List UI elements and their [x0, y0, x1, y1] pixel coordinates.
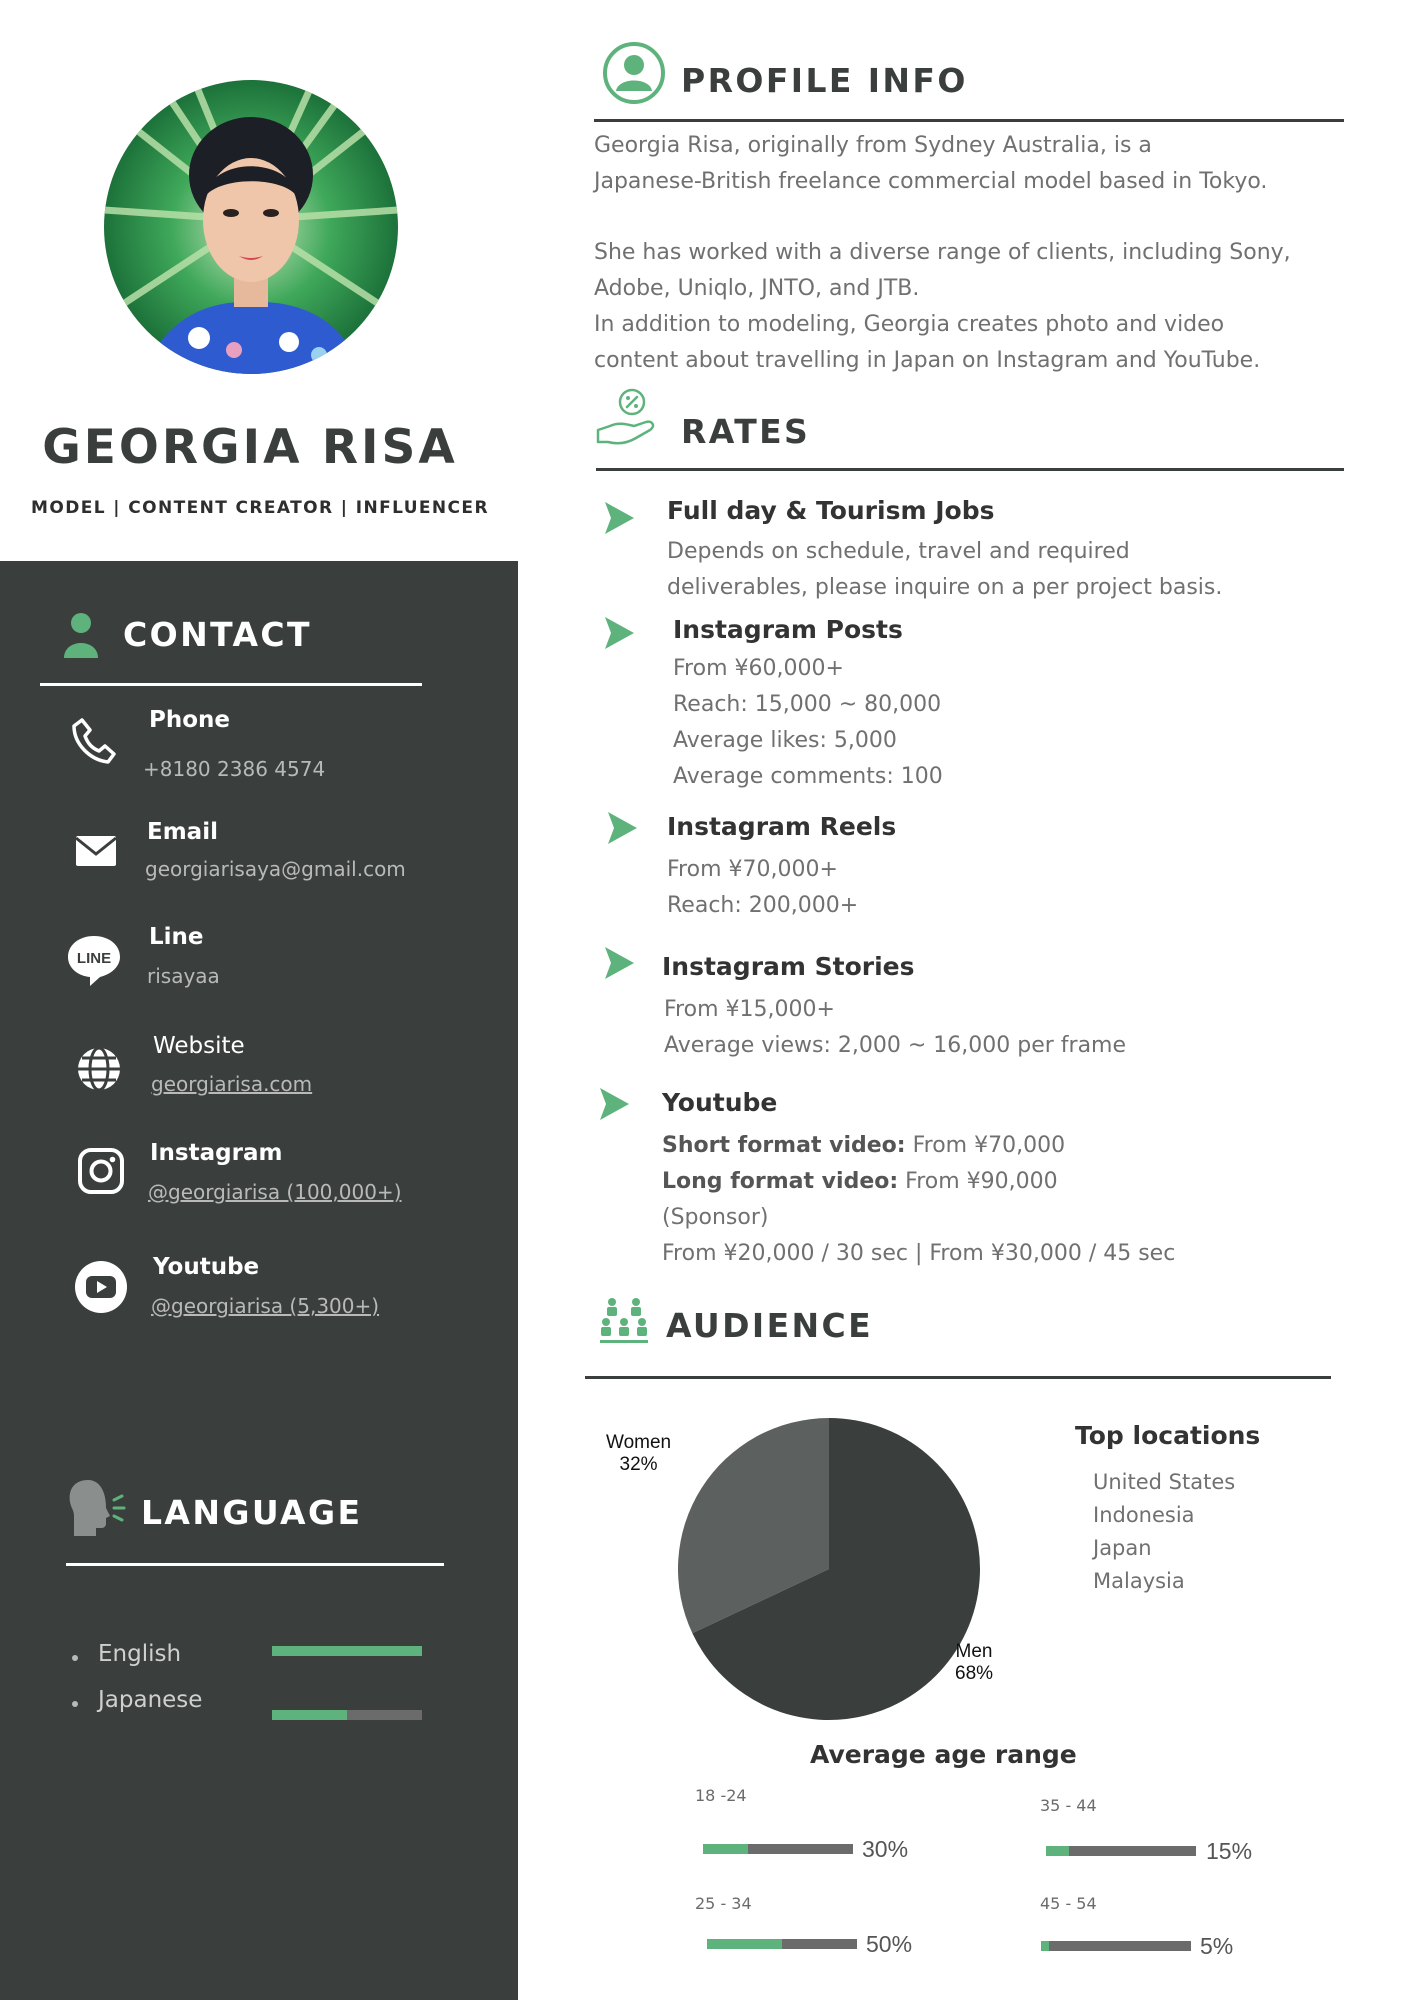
- location-item: Malaysia: [1093, 1569, 1185, 1593]
- youtube-icon: [73, 1259, 125, 1311]
- contact-email-label: Email: [147, 819, 218, 845]
- contact-youtube-label: Youtube: [153, 1254, 260, 1280]
- age-percent: 50%: [866, 1931, 913, 1957]
- age-bar-45-54: [1041, 1941, 1191, 1951]
- contact-instagram-link[interactable]: @georgiarisa (100,000+): [148, 1180, 402, 1204]
- arrow-icon: [603, 501, 635, 535]
- arrow-icon: [598, 1087, 630, 1121]
- age-bar-fill: [1046, 1846, 1069, 1856]
- profile-info-line: Adobe, Uniqlo, JNTO, and JTB.: [594, 276, 920, 301]
- contact-phone-value[interactable]: +8180 2386 4574: [143, 757, 326, 781]
- phone-icon: [68, 714, 120, 766]
- bullet-dot: [72, 1655, 78, 1661]
- language-japanese-bar: [272, 1710, 422, 1720]
- contact-divider: [40, 683, 422, 686]
- rate-detail: From ¥70,000+: [667, 857, 838, 882]
- rate-detail: (Sponsor): [662, 1205, 769, 1230]
- language-english-label: English: [98, 1641, 182, 1667]
- rate-title: Instagram Stories: [662, 952, 915, 981]
- contact-website-link[interactable]: georgiarisa.com: [151, 1072, 313, 1096]
- age-range-label: 25 - 34: [695, 1894, 752, 1913]
- profile-tagline: MODEL | CONTENT CREATOR | INFLUENCER: [31, 498, 489, 518]
- rate-detail: deliverables, please inquire on a per project basis.: [667, 575, 1223, 600]
- age-bar-fill: [1041, 1941, 1049, 1951]
- rates-divider: [596, 468, 1344, 471]
- location-item: Japan: [1093, 1536, 1152, 1560]
- age-bar-fill: [703, 1844, 748, 1854]
- language-japanese-label: Japanese: [98, 1687, 203, 1713]
- rate-detail: From ¥15,000+: [664, 997, 835, 1022]
- rate-title: Instagram Reels: [667, 812, 897, 841]
- contact-line-label: Line: [149, 924, 204, 950]
- person-icon: [64, 612, 98, 658]
- profile-icon: [602, 41, 666, 105]
- location-item: Indonesia: [1093, 1503, 1195, 1527]
- pie-label-men-pct: 68%: [955, 1663, 994, 1684]
- speaking-head-icon: [66, 1478, 128, 1538]
- pie-label-women: [606, 1432, 671, 1476]
- rate-detail: Average views: 2,000 ~ 16,000 per frame: [664, 1033, 1127, 1058]
- arrow-icon: [603, 616, 635, 650]
- language-english-bar: [272, 1646, 422, 1656]
- contact-youtube-link[interactable]: @georgiarisa (5,300+): [151, 1294, 380, 1318]
- age-percent: 15%: [1206, 1838, 1253, 1864]
- profile-info-line: She has worked with a diverse range of clients, including Sony,: [594, 240, 1291, 265]
- pie-label-women-name: Women: [606, 1432, 672, 1453]
- age-percent: 30%: [862, 1836, 909, 1862]
- age-bar-25-34: [707, 1939, 857, 1949]
- age-bar-35-44: [1046, 1846, 1196, 1856]
- age-bar-fill: [707, 1939, 782, 1949]
- rate-detail: Average likes: 5,000: [673, 728, 897, 753]
- rate-title: Full day & Tourism Jobs: [667, 496, 995, 525]
- rates-heading: RATES: [681, 412, 811, 451]
- profile-info-line: content about travelling in Japan on Instagram and YouTube.: [594, 348, 1261, 373]
- age-range-label: 18 -24: [695, 1786, 747, 1805]
- age-range-label: 35 - 44: [1040, 1796, 1097, 1815]
- profile-photo: [104, 80, 398, 374]
- rate-title: Instagram Posts: [673, 615, 903, 644]
- contact-line-value[interactable]: risayaa: [147, 964, 220, 988]
- profile-name: GEORGIA RISA: [42, 420, 458, 475]
- contact-heading: CONTACT: [123, 615, 312, 654]
- short-format-label: Short format video:: [662, 1133, 906, 1158]
- rate-detail: Reach: 15,000 ~ 80,000: [673, 692, 942, 717]
- age-range-label: 45 - 54: [1040, 1894, 1097, 1913]
- pie-label-women-pct: 32%: [619, 1454, 658, 1475]
- rate-detail: Depends on schedule, travel and required: [667, 539, 1130, 564]
- bullet-dot: [72, 1701, 78, 1707]
- profile-info-divider: [594, 119, 1344, 122]
- contact-phone-label: Phone: [149, 707, 231, 733]
- hand-percent-icon: [596, 386, 666, 448]
- audience-divider: [585, 1376, 1331, 1379]
- audience-heading: AUDIENCE: [666, 1306, 874, 1345]
- rate-detail: From ¥20,000 / 30 sec | From ¥30,000 / 45 sec: [662, 1241, 1176, 1266]
- line-icon: [66, 932, 118, 984]
- rate-detail: Average comments: 100: [673, 764, 943, 789]
- long-format-label: Long format video:: [662, 1169, 899, 1194]
- language-divider: [66, 1563, 444, 1566]
- arrow-icon: [606, 811, 638, 845]
- language-japanese-level: [272, 1710, 347, 1720]
- profile-info-line: Georgia Risa, originally from Sydney Australia, is a: [594, 133, 1152, 158]
- location-item: United States: [1093, 1470, 1236, 1494]
- age-range-title: Average age range: [810, 1740, 1077, 1769]
- pie-label-men: [955, 1641, 993, 1685]
- age-percent: 5%: [1200, 1933, 1234, 1959]
- profile-info-heading: PROFILE INFO: [681, 61, 968, 100]
- profile-info-line: Japanese-British freelance commercial model based in Tokyo.: [594, 169, 1268, 194]
- arrow-icon: [603, 946, 635, 980]
- email-icon: [72, 826, 124, 878]
- instagram-icon: [76, 1146, 128, 1198]
- long-format-value: From ¥90,000: [898, 1169, 1058, 1194]
- language-heading: LANGUAGE: [141, 1493, 363, 1532]
- language-english-level: [272, 1646, 422, 1656]
- rate-detail: [662, 1164, 1058, 1200]
- rate-detail: From ¥60,000+: [673, 656, 844, 681]
- pie-label-men-name: Men: [955, 1641, 993, 1662]
- age-bar-18-24: [703, 1844, 853, 1854]
- rate-detail: [662, 1128, 1065, 1164]
- short-format-value: From ¥70,000: [905, 1133, 1066, 1158]
- profile-info-line: In addition to modeling, Georgia creates photo and video: [594, 312, 1225, 337]
- rate-detail: Reach: 200,000+: [667, 893, 859, 918]
- top-locations-title: Top locations: [1075, 1421, 1261, 1450]
- contact-instagram-label: Instagram: [150, 1140, 283, 1166]
- contact-website-label: Website: [153, 1033, 245, 1059]
- globe-icon: [74, 1044, 126, 1096]
- group-icon: [600, 1296, 648, 1344]
- contact-email-value[interactable]: georgiarisaya@gmail.com: [145, 857, 406, 881]
- rate-title: Youtube: [662, 1088, 778, 1117]
- svg-text:LINE: LINE: [76, 950, 112, 967]
